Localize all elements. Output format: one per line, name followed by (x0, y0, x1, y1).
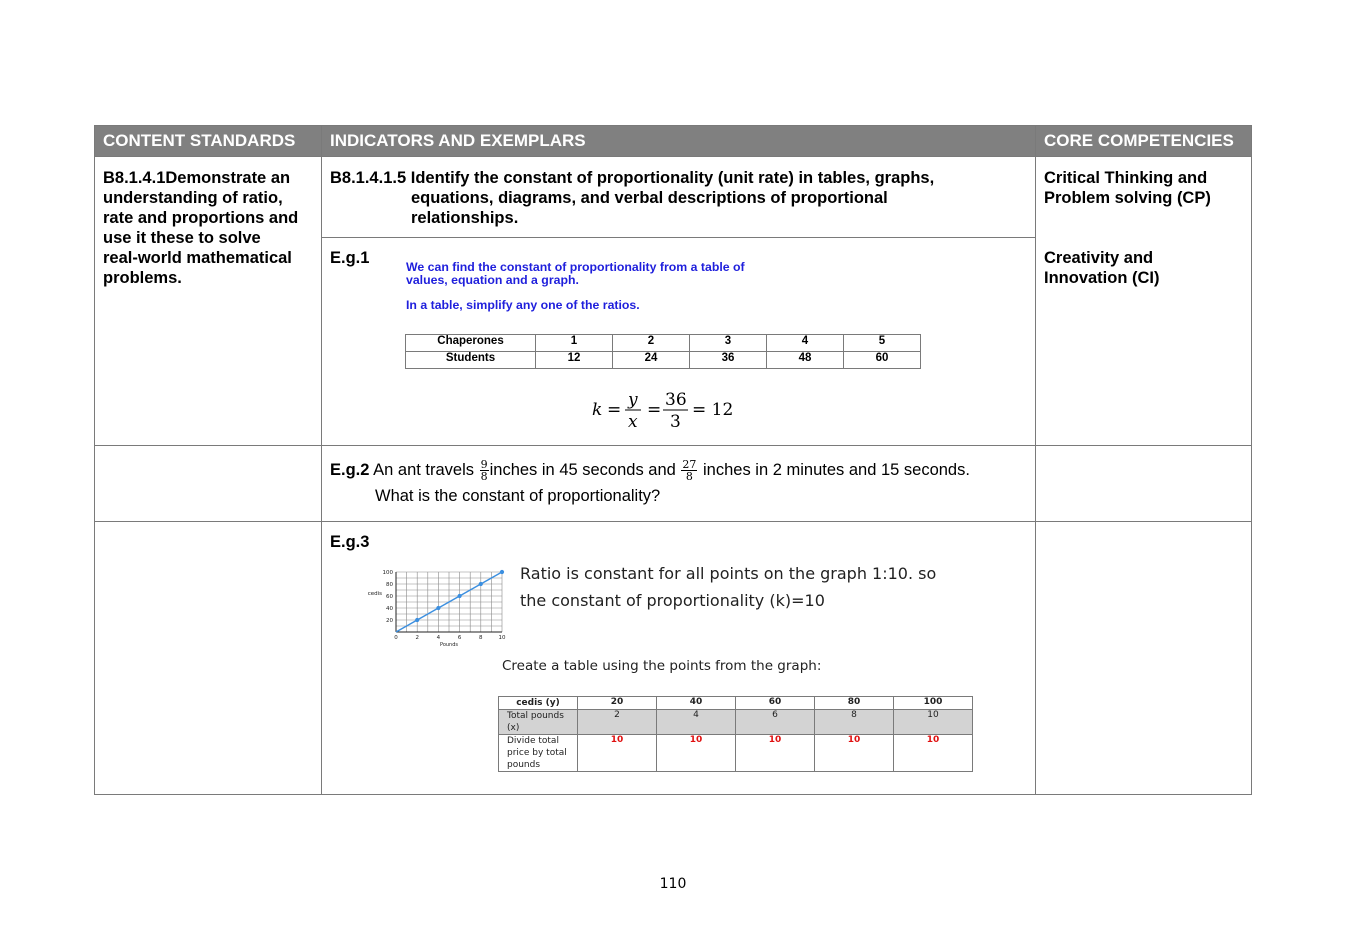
indicator-line1: Identify the constant of proportionality (unit rate) in tables, graphs, (410, 169, 935, 187)
x-tick-label: 10 (498, 635, 506, 641)
y-tick-label: 40 (386, 606, 393, 612)
y-tick-label: 20 (386, 618, 393, 624)
formula-eq1: = (607, 400, 622, 420)
students-row: Students 12 24 36 48 60 (406, 352, 921, 369)
formula-y: y (628, 390, 638, 410)
data-point (415, 618, 419, 622)
eg1-blue-line1: We can find the constant of proportionality from a table of (406, 260, 745, 274)
y-axis-label: cedis (367, 591, 382, 597)
content-standard-text: B8.1.4.1Demonstrate an understanding of ratio, rate and proportions and use it these to solve real-world mathematical problems. (103, 169, 299, 287)
header-indicators: INDICATORS AND EXEMPLARS (322, 126, 1036, 157)
header-content-standards: CONTENT STANDARDS (95, 126, 322, 157)
ratio-line2: the constant of proportionality (k)=10 (520, 591, 825, 610)
x-axis-label: Pounds (439, 642, 459, 646)
eg1-blue-line3: In a table, simplify any one of the ratios. (406, 298, 640, 312)
ratio-line1: Ratio is constant for all points on the graph 1:10. so (520, 564, 937, 583)
eg2-text: E.g.2 An ant travels $\frac{9}{8}$ inches in 45 seconds and $\frac{27}{8}$ inches in 2 minutes and 15 seconds. What is the constant of proportionality? (330, 446, 1027, 521)
header-core-competencies: CORE COMPETENCIES (1036, 126, 1252, 157)
formula-eq2: = (647, 400, 662, 420)
ci-line1: Creativity and (1044, 249, 1154, 267)
formula-result: = 12 (692, 400, 734, 420)
x-tick-label: 0 (394, 635, 398, 641)
indicator-code: B8.1.4.1.5 (330, 169, 407, 187)
cedis-header-row: cedis (y) 20 40 60 80 100 (499, 697, 973, 710)
ci-line2: Innovation (CI) (1044, 269, 1160, 287)
eg2-question: What is the constant of proportionality? (375, 487, 661, 505)
eg2-label: E.g.2 (330, 461, 370, 479)
k-formula (585, 388, 735, 432)
competencies-cell (1036, 157, 1252, 446)
formula-den: 3 (670, 412, 681, 432)
cedis-pounds-graph (356, 566, 516, 646)
eg1-blue-line2: values, equation and a graph. (406, 273, 579, 287)
eg3-row (95, 522, 1252, 795)
eg2-row (95, 446, 1252, 522)
total-pounds-row: Total pounds (x) 2 4 6 8 10 (499, 710, 973, 735)
divide-row: Divide total price by total pounds 10 10 10 10 10 (499, 735, 973, 772)
x-tick-label: 2 (415, 635, 419, 641)
chaperones-row: Chaperones 1 2 3 4 5 (406, 335, 921, 352)
header-row (95, 126, 1252, 157)
x-tick-label: 6 (457, 635, 462, 641)
y-tick-label: 80 (386, 582, 393, 588)
x-tick-label: 4 (436, 635, 441, 641)
eg2-empty-standard (95, 446, 322, 522)
y-tick-label: 60 (386, 594, 393, 600)
indicator-cell (322, 157, 1036, 238)
formula-x: x (628, 412, 638, 432)
indicator-text (330, 157, 1027, 237)
competencies-text (1044, 157, 1243, 288)
data-point (436, 606, 440, 610)
data-point (500, 570, 504, 574)
cp-line2: Problem solving (CP) (1044, 189, 1211, 207)
eg3-empty-competency (1036, 522, 1252, 795)
indicator-line2: equations, diagrams, and verbal descriptions of proportional (411, 189, 888, 207)
indicator-line3: relationships. (411, 209, 519, 227)
data-point (479, 582, 483, 586)
eg3-label: E.g.3 (330, 533, 370, 551)
chaperones-table (405, 334, 921, 369)
eg3-cell (322, 522, 1036, 795)
cp-line1: Critical Thinking and (1044, 169, 1208, 187)
fraction-27-8: $\frac{27}{8}$ (682, 458, 697, 484)
fraction-9-8: $\frac{9}{8}$ (480, 458, 488, 484)
page-number: 110 (659, 876, 687, 892)
cedis-table (498, 696, 973, 772)
eg2-empty-competency (1036, 446, 1252, 522)
data-point (458, 594, 462, 598)
content-standard-cell (95, 157, 322, 446)
indicator-row (95, 157, 1252, 238)
eg1-cell (322, 238, 1036, 446)
eg3-empty-standard (95, 522, 322, 795)
create-table-text: Create a table using the points from the graph: (502, 658, 822, 674)
y-tick-label: 100 (382, 570, 393, 576)
x-tick-label: 8 (479, 635, 483, 641)
curriculum-table (94, 125, 1252, 795)
eg2-cell (322, 446, 1036, 522)
formula-num: 36 (665, 390, 687, 410)
eg1-label: E.g.1 (330, 249, 370, 267)
formula-k: k (592, 400, 603, 420)
